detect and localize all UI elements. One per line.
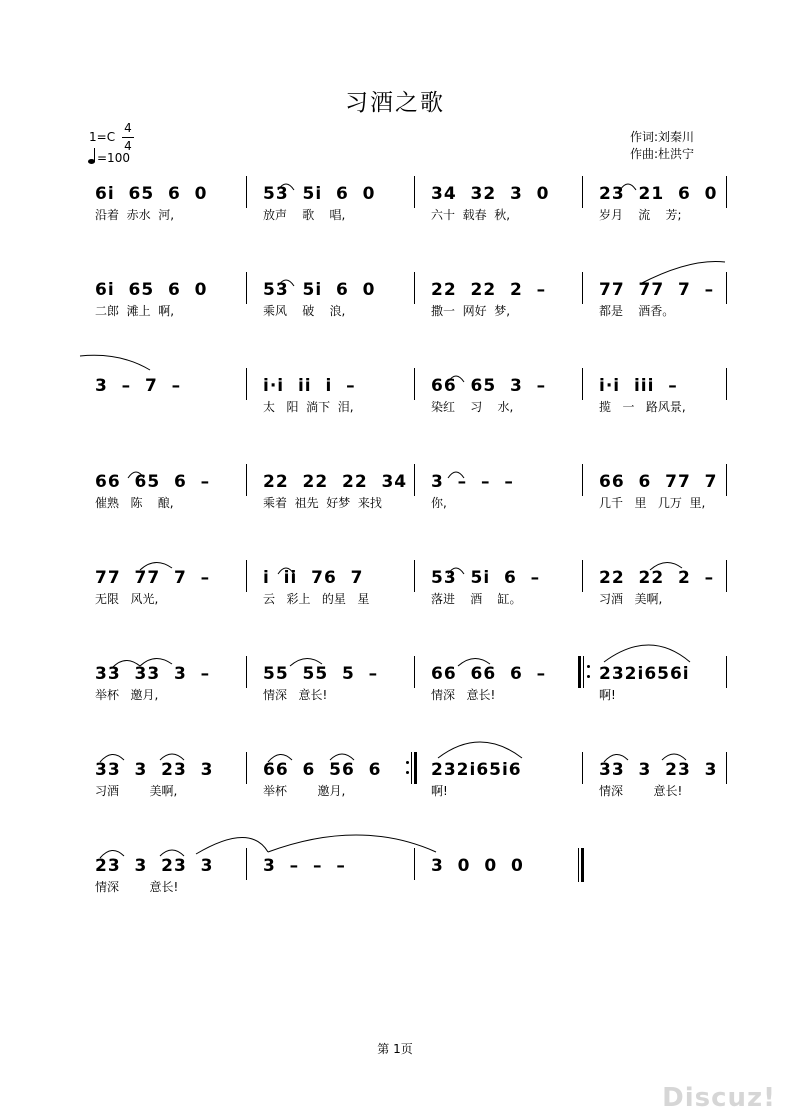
barline: [246, 560, 247, 592]
score-row: [0, 566, 790, 636]
slur: [196, 837, 268, 854]
barline: [246, 752, 247, 784]
repeat-start-barline: [578, 656, 588, 688]
measure-lyric: 乘风 破 浪,: [263, 304, 346, 318]
measure-notes: 66 6 77 7: [599, 472, 718, 492]
barline: [246, 176, 247, 208]
measure-notes: 6i 65 6 0: [95, 280, 208, 300]
measure-lyric: 举杯 邀月,: [95, 688, 159, 702]
barline: [246, 848, 247, 880]
measure-lyric: 都是 酒香。: [599, 304, 675, 318]
barline: [582, 464, 583, 496]
score-row: [0, 470, 790, 540]
barline: [246, 368, 247, 400]
score-row: [0, 758, 790, 828]
watermark: Discuz!: [662, 1083, 776, 1113]
score-row: [0, 662, 790, 732]
barline: [246, 272, 247, 304]
measure-notes: 22 22 2 –: [431, 280, 547, 300]
measure-notes: 33 3 23 3: [95, 760, 214, 780]
measure-notes: 34 32 3 0: [431, 184, 550, 204]
measure-notes: 23 21 6 0: [599, 184, 718, 204]
measure-notes: 66 66 6 –: [431, 664, 547, 684]
measure-lyric: 习酒 美啊,: [599, 592, 663, 606]
composer-credit: 作曲:杜洪宁: [630, 147, 695, 161]
measure-notes: 232i65i6: [431, 760, 522, 780]
page-number: 第 1页: [377, 1042, 413, 1056]
measure-lyric: 无限 风光,: [95, 592, 159, 606]
barline: [726, 272, 727, 304]
measure-lyric: 情深 意长!: [95, 880, 179, 894]
measure-notes: 3 – – –: [263, 856, 346, 876]
meter-bottom: 4: [124, 139, 132, 153]
score-row: [0, 182, 790, 252]
quarter-note-icon: [88, 159, 95, 164]
barline: [582, 176, 583, 208]
measure-notes: 55 55 5 –: [263, 664, 379, 684]
measure-notes: 33 3 23 3: [599, 760, 718, 780]
measure-notes: i·i ii i –: [263, 376, 356, 396]
lyricist-credit: 作词:刘秦川: [630, 130, 695, 144]
final-barline: [578, 848, 584, 882]
measure-lyric: 落进 酒 缸。: [431, 592, 522, 606]
measure-lyric: 啊!: [431, 784, 448, 798]
measure-lyric: 染红 习 水,: [431, 400, 514, 414]
key-signature: 1=C: [89, 130, 116, 144]
measure-lyric: 情深 意长!: [599, 784, 683, 798]
measure-lyric: 啊!: [599, 688, 616, 702]
barline: [582, 752, 583, 784]
tempo-marking: [88, 151, 130, 165]
measure-lyric: 沿着 赤水 河,: [95, 208, 175, 222]
measure-notes: 3 0 0 0: [431, 856, 524, 876]
barline: [414, 560, 415, 592]
measure-lyric: 放声 歌 唱,: [263, 208, 346, 222]
measure-notes: 66 65 6 –: [95, 472, 211, 492]
measure-lyric: 揽 一 路风景,: [599, 400, 686, 414]
slur: [268, 835, 436, 852]
repeat-end-barline: [406, 752, 416, 784]
measure-notes: 53 5i 6 0: [263, 184, 376, 204]
barline: [414, 464, 415, 496]
barline: [246, 656, 247, 688]
measure-lyric: 六十 载春 秋,: [431, 208, 511, 222]
barline: [414, 272, 415, 304]
measure-notes: 22 22 2 –: [599, 568, 715, 588]
score-row: [0, 278, 790, 348]
measure-notes: 22 22 22 34: [263, 472, 408, 492]
meter-top: 4: [124, 121, 132, 135]
measure-notes: 23 3 23 3: [95, 856, 214, 876]
slur: [438, 742, 522, 758]
barline: [582, 560, 583, 592]
barline: [582, 368, 583, 400]
measure-notes: i ii 76 7: [263, 568, 364, 588]
barline: [726, 656, 727, 688]
measure-lyric: 二郎 滩上 啊,: [95, 304, 175, 318]
barline: [582, 272, 583, 304]
barline: [726, 464, 727, 496]
barline: [414, 848, 415, 880]
measure-notes: 77 77 7 –: [599, 280, 715, 300]
slur: [604, 645, 690, 662]
measure-lyric: 几千 里 几万 里,: [599, 496, 706, 510]
song-title: 习酒之歌: [345, 90, 445, 116]
barline: [246, 464, 247, 496]
measure-lyric: 催熟 陈 酿,: [95, 496, 174, 510]
measure-notes: 66 6 56 6: [263, 760, 382, 780]
measure-notes: 3 – – –: [431, 472, 514, 492]
barline: [414, 656, 415, 688]
measure-notes: i·i iii –: [599, 376, 678, 396]
measure-lyric: 撒一 网好 梦,: [431, 304, 511, 318]
measure-lyric: 你,: [431, 496, 447, 510]
time-signature: [122, 121, 134, 154]
measure-notes: 33 33 3 –: [95, 664, 211, 684]
measure-lyric: 情深 意长!: [263, 688, 328, 702]
barline: [414, 368, 415, 400]
measure-lyric: 岁月 流 芳;: [599, 208, 682, 222]
barline: [726, 560, 727, 592]
measure-notes: 77 77 7 –: [95, 568, 211, 588]
measure-notes: 53 5i 6 0: [263, 280, 376, 300]
tempo-value: =100: [97, 151, 130, 165]
score-row: [0, 854, 790, 924]
barline: [414, 176, 415, 208]
measure-notes: 66 65 3 –: [431, 376, 547, 396]
score-row: [0, 374, 790, 444]
measure-notes: 3 – 7 –: [95, 376, 182, 396]
measure-notes: 6i 65 6 0: [95, 184, 208, 204]
measure-lyric: 乘着 祖先 好梦 来找: [263, 496, 382, 510]
measure-lyric: 习酒 美啊,: [95, 784, 178, 798]
measure-lyric: 情深 意长!: [431, 688, 496, 702]
measure-lyric: 举杯 邀月,: [263, 784, 346, 798]
measure-notes: 53 5i 6 –: [431, 568, 541, 588]
barline: [726, 368, 727, 400]
barline: [726, 752, 727, 784]
slur: [80, 355, 150, 370]
measure-lyric: 太 阳 淌下 泪,: [263, 400, 354, 414]
measure-notes: 232i656i: [599, 664, 690, 684]
measure-lyric: 云 彩上 的星 星: [263, 592, 370, 606]
barline: [726, 176, 727, 208]
